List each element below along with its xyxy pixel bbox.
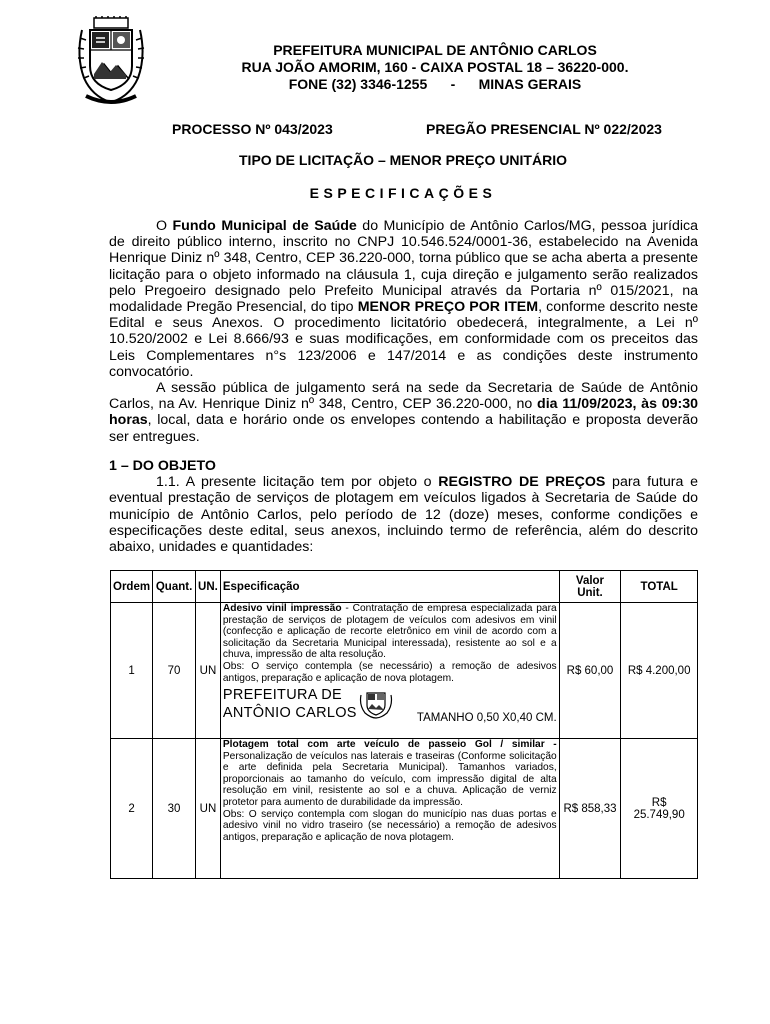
- sample-sticker-text: PREFEITURA DE ANTÔNIO CARLOS: [222, 687, 357, 722]
- header-line-3: FONE (32) 3346-1255 - MINAS GERAIS: [288, 76, 582, 92]
- table-row: [111, 603, 698, 739]
- col-header-especificacao: Especificação: [220, 571, 559, 603]
- intro-paragraph-1: O Fundo Municipal de Saúde do Município de Antônio Carlos/MG, pessoa jurídica de direito público interno, inscrito no CNPJ 10.546.524/0001-36, estabelecido na Avenida Henrique Diniz nº 348, Centro, CEP 36.220-000, torna público que se acha aberta a presente licitação para o objeto informado na cláusula 1, cuja direção e julgamento serão realizados pelo Pregoeiro designado pelo Prefeito Municipal através da Portaria nº 015/2021, na modalidade Pregão Presencial, do tipo MENOR PREÇO POR ITEM, conforme descrito neste Edital e seus Anexos. O procedimento licitatório obedecerá, integralmente, a Lei nº 10.520/2002 e Lei 8.666/93 e suas modificações, em conformidade com os preceitos das Leis Complementares n°s 123/2006 e 147/2014 e as condições deste instrumento convocatório.: [109, 218, 698, 380]
- item-obs: Obs: O serviço contempla com slogan do município nas duas portas e adesivo vinil no vidro traseiro (se necessário) a remoção de adesivos antigos, preparação e aplicação de nova plotagem.: [222, 808, 557, 843]
- col-header-total: TOTAL: [621, 571, 698, 603]
- objeto-section: [109, 458, 698, 555]
- sticker-crest-icon: [357, 689, 395, 719]
- row-quant: 70: [153, 603, 196, 739]
- item-description: Adesivo vinil impressão - Contratação de empresa especializada para prestação de serviços de plotagem de veículos com adesivos em vinil (confecção e aplicação de recorte eletrônico em vinil de acordo com a solicitação da Secretaria Municipal interessada), resistente ao sol e a chuva, impressão de alta resolução.: [222, 603, 557, 661]
- intro-section: [109, 218, 698, 445]
- row-quant: 30: [153, 739, 196, 879]
- row-ordem: 1: [111, 603, 153, 739]
- row-ordem: 2: [111, 739, 153, 879]
- objeto-heading: 1 – DO OBJETO: [109, 458, 216, 474]
- header-line-1: PREFEITURA MUNICIPAL DE ANTÔNIO CARLOS: [273, 42, 597, 58]
- row-valor: R$ 858,33: [559, 739, 621, 879]
- col-header-ordem: Ordem: [111, 571, 153, 603]
- header-line-2: RUA JOÃO AMORIM, 160 - CAIXA POSTAL 18 – 36220-000.: [241, 59, 629, 75]
- col-header-valor: Valor Unit.: [559, 571, 621, 603]
- pregao-number: PREGÃO PRESENCIAL Nº 022/2023: [426, 121, 662, 137]
- processo-number: PROCESSO Nº 043/2023: [172, 121, 333, 137]
- tipo-licitacao: TIPO DE LICITAÇÃO – MENOR PREÇO UNITÁRIO: [239, 152, 567, 168]
- municipal-crest-icon: [72, 16, 150, 106]
- row-total: R$ 4.200,00: [621, 603, 698, 739]
- objeto-paragraph: 1.1. A presente licitação tem por objeto o REGISTRO DE PREÇOS para futura e eventual prestação de serviços de plotagem em veículos ligados à Secretaria de Saúde do município de Antônio Carlos, pelo período de 12 (doze) meses, conforme condições e especificações deste edital, seus anexos, incluindo termo de referência, além do descrito abaixo, unidades e quantidades:: [109, 474, 698, 556]
- item-obs: Obs: O serviço contempla (se necessário) a remoção de adesivos antigos, preparação e aplicação de nova plotagem.: [222, 660, 557, 684]
- table-row: [111, 739, 698, 879]
- item-size: TAMANHO 0,50 X0,40 CM.: [416, 712, 557, 725]
- row-un: UN: [196, 603, 221, 739]
- specifications-table: [110, 570, 698, 879]
- row-valor: R$ 60,00: [559, 603, 621, 739]
- row-total: R$ 25.749,90: [621, 739, 698, 879]
- col-header-quant: Quant.: [153, 571, 196, 603]
- table-header-row: [111, 571, 698, 603]
- col-header-un: UN.: [196, 571, 221, 603]
- item-description: Plotagem total com arte veículo de passeio Gol / similar - Personalização de veículos nas laterais e traseiras (Conforme solicitação e arte definida pela Secretaria Municipal). Tamanhos variados, proporcionais ao tamanho do veículo, com impressão digital de alta resolução em vinil, resistente ao sol e a chuva. Aplicação de verniz protetor para aumento de durabilidade da impressão.: [222, 739, 557, 808]
- row-especificacao: [220, 739, 559, 879]
- row-especificacao: [220, 603, 559, 739]
- row-un: UN: [196, 739, 221, 879]
- intro-paragraph-2: A sessão pública de julgamento será na sede da Secretaria de Saúde de Antônio Carlos, na Av. Henrique Diniz nº 348, Centro, CEP 36.220-000, no dia 11/09/2023, às 09:30 horas, local, data e horário onde os envelopes contendo a habilitação e proposta deverão ser entregues.: [109, 380, 698, 445]
- specifications-title: ESPECIFICAÇÕES: [309, 185, 497, 201]
